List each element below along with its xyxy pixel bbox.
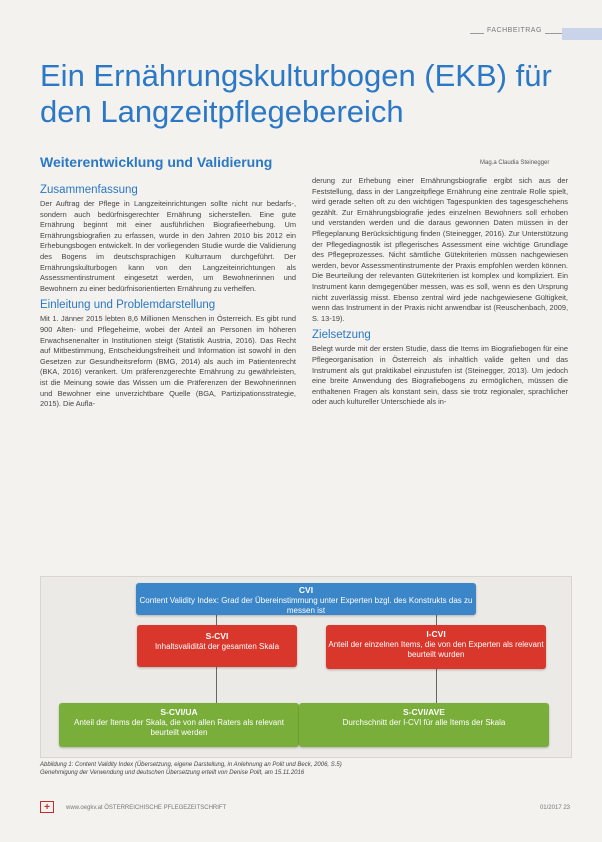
goal-paragraph: Belegt wurde mit der ersten Studie, dass die Items im Biografiebogen für eine Pflegeorganisation in Österreich als inhaltlich valide gelten und das Instrument als gut praktikabel einzustufen ist (Steinegger, 2013). Um jedoch eine breite Anwendung des Biografiebogens zu ermöglichen, müssen die enthaltenen Fragen als konstant sein, dass sie trotz regionaler, sprachlicher oder auch kultureller Unterschiede als in- (312, 344, 568, 407)
section-label: FACHBEITRAG (484, 27, 545, 34)
cvi-box (136, 583, 476, 615)
page-footer (40, 803, 570, 815)
right-column (312, 176, 568, 412)
cvi-text: Content Validity Index: Grad der Übereinstimmung unter Experten bzgl. des Konstrukts das zu messen ist (139, 596, 473, 615)
scvi-ua-title: S-CVI/UA (160, 707, 198, 717)
connector-line (216, 663, 217, 703)
author-name: Mag.a Claudia Steinegger (480, 160, 550, 166)
scvi-ua-box (59, 703, 299, 747)
continuation-paragraph: derung zur Erhebung einer Ernährungsbiografie ergibt sich aus der Feststellung, dass in der Langzeitpflege Ernährung eine zentrale Rolle spielt, wird gerade selten oft zu den wichtigen Tagespunkten des tagesgeschehens gezählt. Zur Ernährungsbiografie jedes einzelnen Bewohners soll erhoben und verstanden werden und die daraus gewonnen Daten müssen in der Pflegeplanung Berücksichtigung finden (Steinegger, 2016). Zur Unterstützung der Pflegediagnostik ist pflegerisches Assessment eine wichtige Grundlage des Pflegeprozesses. Nicht sämtliche Gütekriterien müssen nachgewiesen werden, bevor Assessmentinstrumente der Praxis empfohlen werden können. Die Beurteilung der relevanten Gütekriterien ist komplex und kompliziert. Ein Instrument kann demgegenüber messen, was es soll, wenn es den Ursprung nicht zuverlässig misst. Ebenso zentral wird jede nachgewiesene Gültigkeit, wenn das Instrument in der Praxis nicht anwendbar ist (Reuschenbach, 2009, S. 13-19). (312, 176, 568, 323)
summary-paragraph: Der Auftrag der Pflege in Langzeiteinrichtungen sollte nicht nur bedarfs-, sondern auch bedürfnisgerechter Ernährung sicherstellen. Eine gute Ernährung beginnt mit einer ausführlichen Biografieerhebung. Um Ernährungsbiografien zu erfassen, wurde in den Jahren 2010 bis 2012 ein Erhebungsbogen entwickelt. In der vorliegenden Studie wurde die Validierung des Bogens im deutschsprachigen Kulturraum durchgeführt. Der Ernährungskulturbogen kann von den Langzeiteinrichtungen als Assessmentinstrument eingesetzt werden, um Bewohnerinnen und Bewohnern zu einer bedürfnisorientierten Ernährung zu verhelfen. (40, 199, 296, 293)
scvi-title: S-CVI (205, 631, 229, 641)
goal-heading: Zielsetzung (312, 329, 371, 342)
scvi-ave-text: Durchschnitt der I-CVI für alle Items der Skala (342, 718, 506, 727)
footer-page-info: 01/2017 23 (539, 805, 570, 811)
caption-line-2: Genehmigung der Verwendung und deutschen Übersetzung erteilt von Denise Polit, am 15.11.2016 (40, 770, 305, 776)
figure-caption (40, 761, 570, 777)
intro-paragraph: Mit 1. Jänner 2015 lebten 8,6 Millionen Menschen in Österreich. Es gibt rund 900 Alten- und Pflegeheime, wobei der Anteil an Personen im höheren Erwachsenenalter in Institutionen steigt (Statistik Austria, 2016). Das Recht auf Mitbestimmung, Entscheidungsfreiheit und Information ist sowohl in den Gesetzen zur Gesundheitsreform (BMG, 2014) als auch im Patientenrecht (BKA, 2016) verankert. Um präferenzgerechte Ernährung zu gewährleisten, ist die Meinung sowie das Wissen um die Präferenzen der Bewohnerinnen und Bewohner eine unverzichtbare Quelle (BGA, Partizipationsstrategie, 2015). Die Aufla- (40, 314, 296, 409)
caption-line-1: Abbildung 1: Content Validity Index (Übersetzung, eigene Darstellung, in Anlehnung an Polit und Beck, 2006, S.5) (40, 762, 342, 768)
connector-line (436, 615, 437, 625)
section-tab-decoration (562, 28, 602, 40)
left-column (40, 184, 296, 414)
connector-line (216, 615, 217, 625)
intro-heading: Einleitung und Problemdarstellung (40, 299, 216, 312)
scvi-ave-title: S-CVI/AVE (403, 707, 445, 717)
article-title: Ein Ernährungskulturbogen (EKB) für den Langzeitpflegebereich (40, 58, 552, 129)
footer-left-text: www.oegkv.at ÖSTERREICHISCHE PFLEGEZEITSCHRIFT (66, 805, 227, 811)
section-tag (470, 27, 602, 46)
connector-line (436, 667, 437, 703)
summary-heading: Zusammenfassung (40, 184, 138, 196)
scvi-ave-box (299, 703, 549, 747)
article-subtitle: Weiterentwicklung und Validierung (40, 154, 273, 170)
cvi-diagram (40, 576, 572, 758)
cross-logo-icon: + (40, 801, 54, 813)
cvi-title: CVI (298, 585, 314, 595)
scvi-ua-text: Anteil der Items der Skala, die von allen Raters als relevant beurteilt werden (74, 718, 284, 737)
icvi-box (326, 625, 546, 669)
icvi-text: Anteil der einzelnen Items, die von den Experten als relevant beurteilt wurden (328, 640, 544, 659)
scvi-box (137, 625, 297, 667)
icvi-title: I-CVI (426, 629, 446, 639)
scvi-text: Inhaltsvalidität der gesamten Skala (154, 642, 280, 651)
